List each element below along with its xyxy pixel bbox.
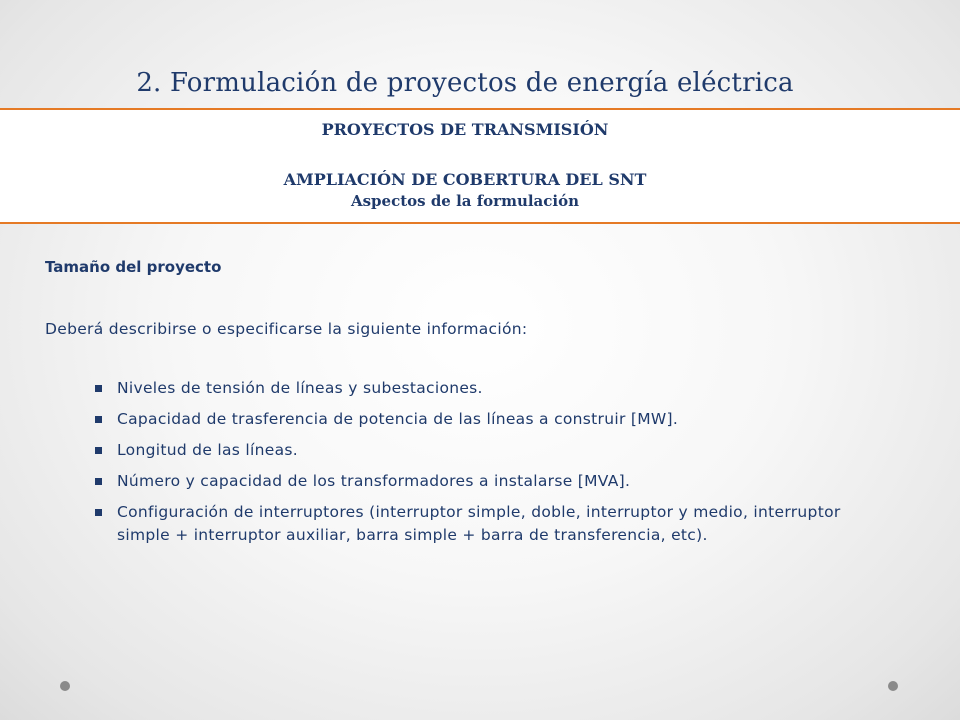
bullet-item bbox=[95, 408, 865, 431]
bullet-text: Capacidad de trasferencia de potencia de las líneas a construir [MW]. bbox=[117, 410, 679, 428]
decorative-dot-icon bbox=[888, 681, 898, 691]
intro-text: Deberá describirse o especificarse la siguiente información: bbox=[45, 320, 528, 338]
band-title-cobertura: AMPLIACIÓN DE COBERTURA DEL SNT bbox=[283, 170, 647, 189]
bullet-item bbox=[95, 470, 865, 493]
square-bullet-icon bbox=[95, 509, 102, 516]
bullet-item bbox=[95, 377, 865, 400]
bullet-item bbox=[95, 501, 865, 547]
band-subtitle-aspectos: Aspectos de la formulación bbox=[350, 192, 580, 210]
square-bullet-icon bbox=[95, 447, 102, 454]
band-title-transmision: PROYECTOS DE TRANSMISIÓN bbox=[321, 120, 609, 139]
header-band bbox=[0, 108, 960, 224]
bullet-list bbox=[95, 377, 865, 555]
section-subheading: Tamaño del proyecto bbox=[45, 258, 222, 276]
square-bullet-icon bbox=[95, 416, 102, 423]
square-bullet-icon bbox=[95, 385, 102, 392]
bullet-text: Configuración de interruptores (interruptor simple, doble, interruptor y medio, interruptor simple + interruptor auxiliar, barra simple + barra de transferencia, etc). bbox=[117, 503, 841, 544]
bullet-text: Número y capacidad de los transformadores a instalarse [MVA]. bbox=[117, 472, 631, 490]
bullet-text: Niveles de tensión de líneas y subestaciones. bbox=[117, 379, 483, 397]
decorative-dot-icon bbox=[60, 681, 70, 691]
slide-title: 2. Formulación de proyectos de energía eléctrica bbox=[136, 68, 794, 98]
bullet-item bbox=[95, 439, 865, 462]
square-bullet-icon bbox=[95, 478, 102, 485]
bullet-text: Longitud de las líneas. bbox=[117, 441, 298, 459]
